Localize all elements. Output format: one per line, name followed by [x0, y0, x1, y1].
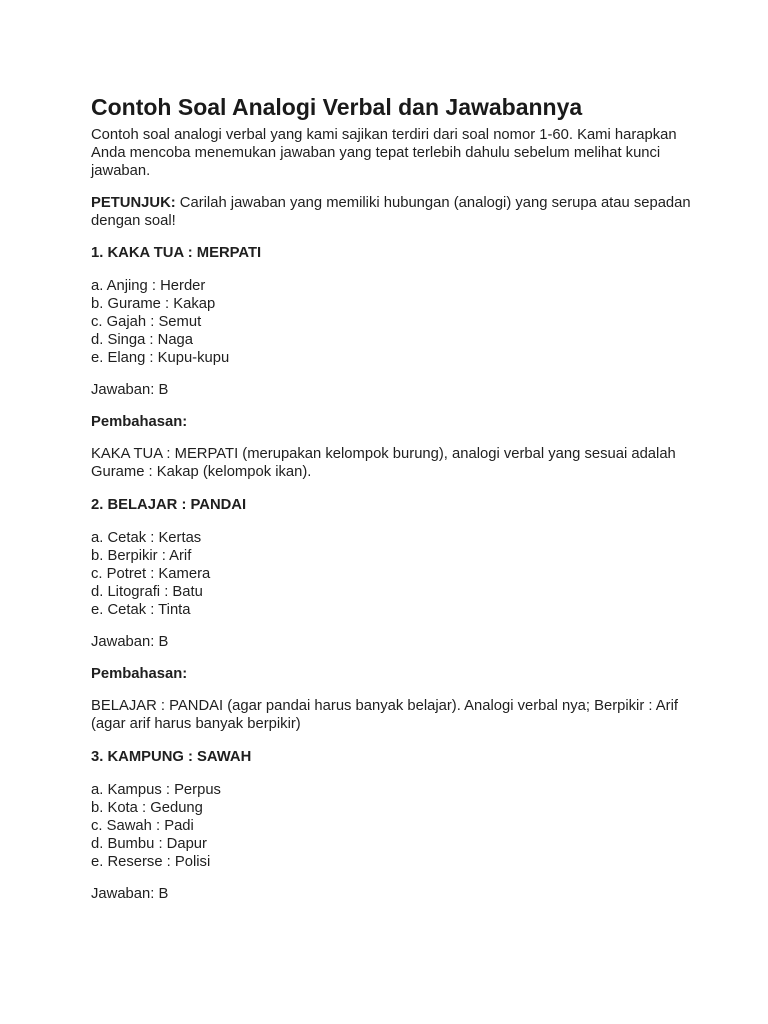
option-a: a. Kampus : Perpus [91, 782, 221, 798]
instruction-paragraph [91, 194, 691, 230]
answer-line: Jawaban: B [91, 382, 169, 398]
option-d: d. Singa : Naga [91, 332, 194, 348]
instruction-text: Carilah jawaban yang memiliki hubungan (analogi) yang serupa atau sepadan dengan soal! [91, 195, 691, 229]
discussion-text: KAKA TUA : MERPATI (merupakan kelompok burung), analogi verbal yang sesuai adalah Gurame : Kakap (kelompok ikan). [91, 446, 676, 480]
option-e: e. Cetak : Tinta [91, 602, 191, 618]
option-a: a. Cetak : Kertas [91, 530, 202, 546]
page-title: Contoh Soal Analogi Verbal dan Jawabannya [91, 94, 583, 120]
option-list [91, 781, 691, 871]
question-title: 1. KAKA TUA : MERPATI [91, 245, 262, 261]
intro-paragraph: Contoh soal analogi verbal yang kami sajikan terdiri dari soal nomor 1-60. Kami harapkan Anda mencoba menemukan jawaban yang tepat terlebih dahulu sebelum melihat kunci jawaban. [91, 127, 677, 179]
option-c: c. Sawah : Padi [91, 818, 194, 834]
option-d: d. Litografi : Batu [91, 584, 203, 600]
option-d: d. Bumbu : Dapur [91, 836, 207, 852]
option-c: c. Potret : Kamera [91, 566, 211, 582]
option-b: b. Berpikir : Arif [91, 548, 192, 564]
option-list [91, 529, 691, 619]
question-1 [91, 244, 691, 481]
option-e: e. Reserse : Polisi [91, 854, 211, 870]
question-3 [91, 748, 691, 903]
instruction-label: PETUNJUK: [91, 195, 176, 211]
discussion-label: Pembahasan: [91, 414, 188, 430]
option-list [91, 277, 691, 367]
option-c: c. Gajah : Semut [91, 314, 202, 330]
discussion-label: Pembahasan: [91, 666, 188, 682]
question-title: 3. KAMPUNG : SAWAH [91, 749, 252, 765]
answer-line: Jawaban: B [91, 886, 169, 902]
option-b: b. Kota : Gedung [91, 800, 203, 816]
option-b: b. Gurame : Kakap [91, 296, 216, 312]
question-title: 2. BELAJAR : PANDAI [91, 497, 247, 513]
option-a: a. Anjing : Herder [91, 278, 206, 294]
discussion-text: BELAJAR : PANDAI (agar pandai harus banyak belajar). Analogi verbal nya; Berpikir : Arif (agar arif harus banyak berpikir) [91, 698, 678, 732]
document-page [91, 92, 691, 918]
question-2 [91, 496, 691, 733]
answer-line: Jawaban: B [91, 634, 169, 650]
option-e: e. Elang : Kupu-kupu [91, 350, 230, 366]
